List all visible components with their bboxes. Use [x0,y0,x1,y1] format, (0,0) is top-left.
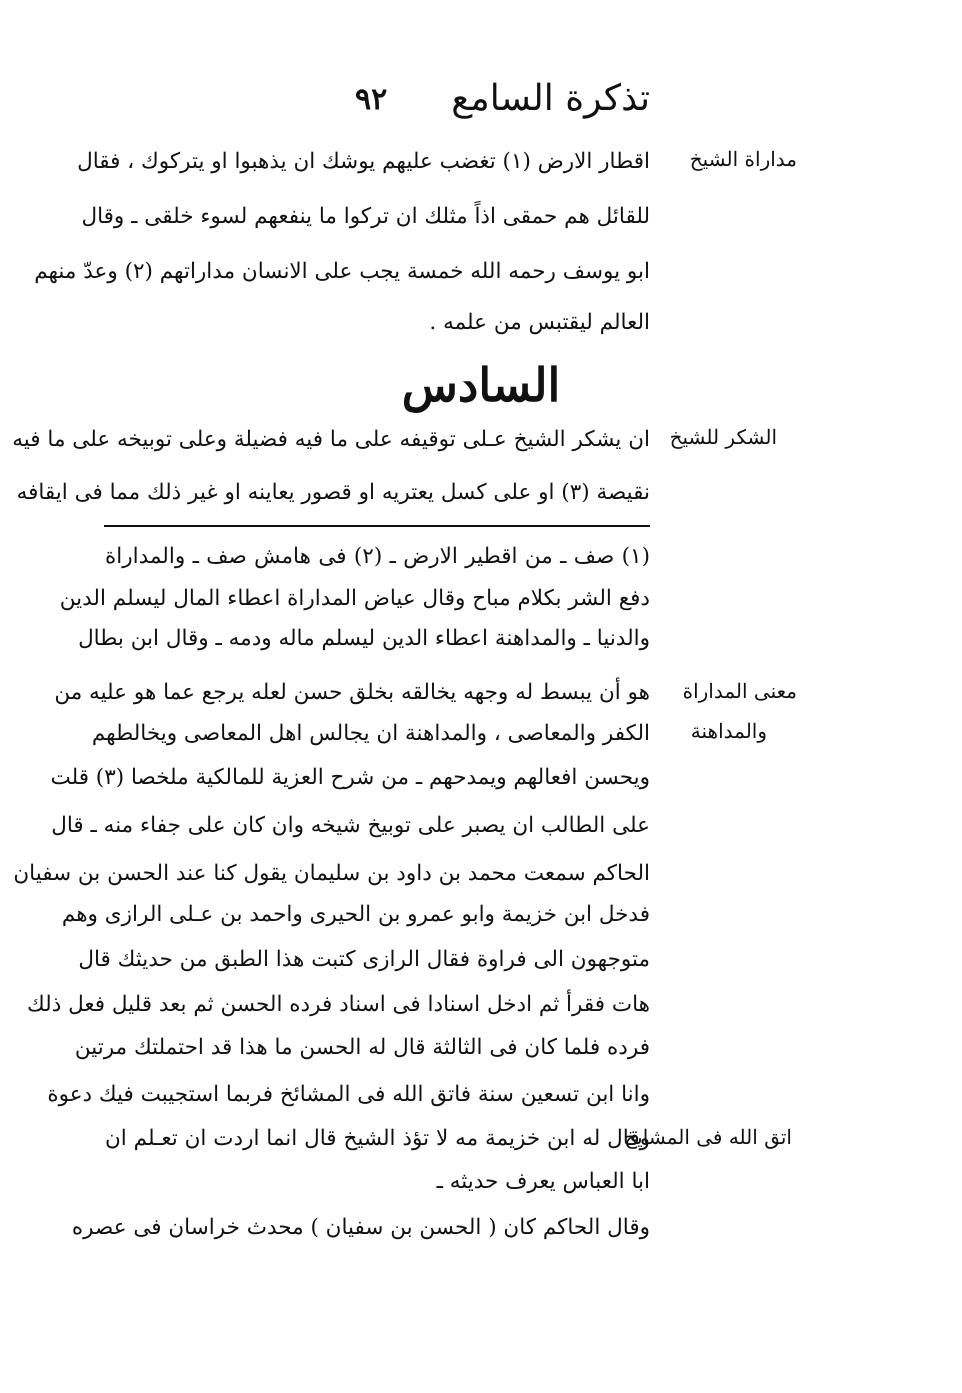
footnote-line: ويحسن افعالهم ويمدحهم ـ من شرح العزية للمالكية ملخصا (٣) قلت [50,765,650,790]
footnote-line: ابا العباس يعرف حديثه ـ [436,1169,650,1194]
footnote-line: الحاكم سمعت محمد بن داود بن سليمان يقول كنا عند الحسن بن سفيان [13,861,650,886]
footnote-line: وقال الحاكم كان ( الحسن بن سفيان ) محدث خراسان فى عصره [71,1215,650,1240]
footnote-divider [104,525,650,527]
footnote-line: هات فقرأ ثم ادخل اسنادا فى اسناد فرده الحسن ثم بعد قليل فعل ذلك [27,992,650,1017]
footnote-line: على الطالب ان يصبر على توبيخ شيخه وان كان على جفاء منه ـ قال [51,813,650,838]
page-number: ٩٢ [355,82,388,117]
footnote-line: الكفر والمعاصى ، والمداهنة ان يجالس اهل المعاصى ويخالطهم [91,721,650,746]
margin-note-ittaqi: اتق الله فى المشايخ [624,1125,792,1149]
footnote-line: دفع الشر بكلام مباح وقال عياض المداراة اعطاء المال ليسلم الدين [59,586,650,611]
body-line: العالم ليقتبس من علمه . [429,310,650,335]
margin-note-mudahana: والمداهنة [690,719,767,743]
section-line: ان يشكر الشيخ عـلى توقيفه على ما فيه فضيلة وعلى توبيخه على ما فيه [12,427,650,452]
body-line: ابو يوسف رحمه الله خمسة يجب على الانسان مداراتهم (٢) وعدّ منهم [34,259,650,284]
section-line: نقيصة (٣) او على كسل يعتريه او قصور يعاينه او غير ذلك مما فى ايقافه [16,480,650,505]
body-line: للقائل هم حمقى اذاً مثلك ان تركوا ما ينفعهم لسوء خلقى ـ وقال [81,204,650,229]
footnote-line: وقال له ابن خزيمة مه لا تؤذ الشيخ قال انما اردت ان تعـلم ان [105,1126,650,1151]
footnote-line: (١) صف ـ من اقطير الارض ـ (٢) فى هامش صف ـ والمداراة [105,544,650,569]
footnote-line: والدنيا ـ والمداهنة اعطاء الدين ليسلم ماله ودمه ـ وقال ابن بطال [78,626,650,651]
footnote-line: فدخل ابن خزيمة وابو عمرو بن الحيرى واحمد بن عـلى الرازى وهم [61,902,650,927]
running-header [0,78,962,128]
footnote-line: وانا ابن تسعين سنة فاتق الله فى المشائخ فربما استجيبت فيك دعوة [47,1082,650,1107]
body-line: اقطار الارض (١) تغضب عليهم يوشك ان يذهبوا او يتركوك ، فقال [77,149,650,174]
footnote-line: هو أن يبسط له وجهه يخالقه بخلق حسن لعله يرجع عما هو عليه من [54,680,650,705]
footnote-line: متوجهون الى فراوة فقال الرازى كتبت هذا الطبق من حديثك قال [78,947,650,972]
book-title: تذكرة السامع [451,78,650,119]
margin-note-maana: معنى المداراة [682,679,797,703]
section-heading: السادس [401,358,561,412]
margin-note-shukr: الشكر للشيخ [669,425,777,449]
margin-note-mudarat: مداراة الشيخ [689,147,797,171]
footnote-line: فرده فلما كان فى الثالثة قال له الحسن ما هذا قد احتملتك مرتين [74,1035,650,1060]
